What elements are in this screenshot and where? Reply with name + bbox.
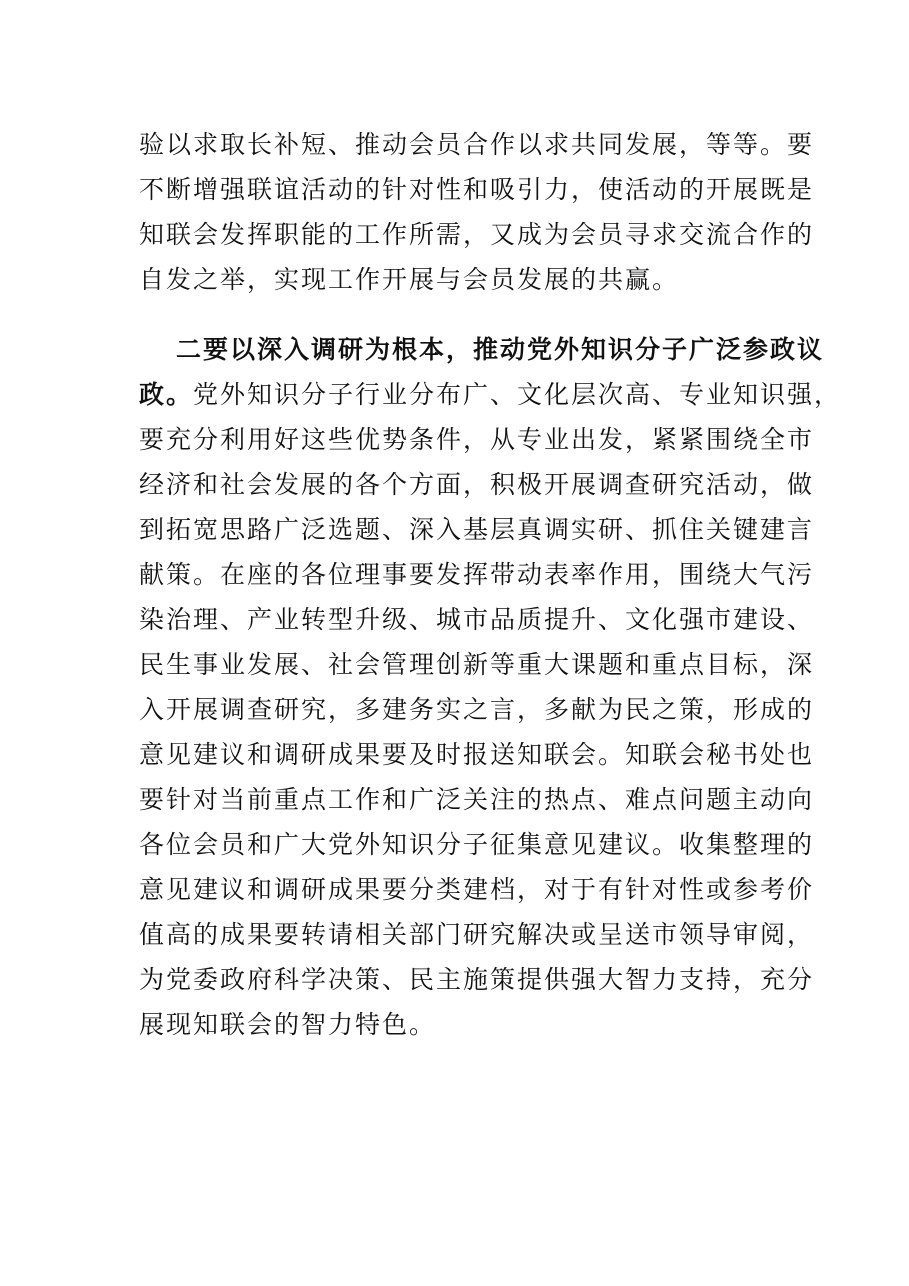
- paragraph-line: 经济和社会发展的各个方面，积极开展调查研究活动，做: [139, 470, 815, 499]
- paragraph-line: [139, 372, 842, 417]
- paragraph-line: 到拓宽思路广泛选题、深入基层真调实研、抓住关键建言: [139, 515, 815, 544]
- paragraph-2: [139, 327, 842, 1047]
- paragraph-line: 意见建议和调研成果要分类建档，对于有针对性或参考价: [139, 875, 815, 904]
- paragraph-line: 知联会发挥职能的工作所需，又成为会员寻求交流合作的: [139, 220, 815, 249]
- paragraph-line: 要针对当前重点工作和广泛关注的热点、难点问题主动向: [139, 785, 815, 814]
- paragraph-heading-end: 政。: [139, 380, 194, 409]
- paragraph-line: 要充分利用好这些优势条件，从专业出发，紧紧围绕全市: [139, 425, 815, 454]
- paragraph-line: 为党委政府科学决策、民主施策提供强大智力支持，充分: [139, 965, 815, 994]
- paragraph-line: 自发之举，实现工作开展与会员发展的共赢。: [139, 265, 680, 294]
- paragraph-heading: 二要以深入调研为根本，推动党外知识分子广泛参政议: [176, 335, 825, 364]
- paragraph-line: 值高的成果要转请相关部门研究解决或呈送市领导审阅，: [139, 920, 815, 949]
- paragraph-line-rest: 党外知识分子行业分布广、文化层次高、专业知识强，: [193, 380, 842, 409]
- paragraph-line: 验以求取长补短、推动会员合作以求共同发展，等等。要: [139, 130, 815, 159]
- paragraph-line: 展现知联会的智力特色。: [139, 1010, 437, 1039]
- paragraph-1: [139, 122, 815, 302]
- paragraph-line: 不断增强联谊活动的针对性和吸引力，使活动的开展既是: [139, 175, 815, 204]
- paragraph-line: 各位会员和广大党外知识分子征集意见建议。收集整理的: [139, 830, 815, 859]
- paragraph-line: 献策。在座的各位理事要发挥带动表率作用，围绕大气污: [139, 560, 815, 589]
- paragraph-line: 民生事业发展、社会管理创新等重大课题和重点目标，深: [139, 650, 815, 679]
- paragraph-line: 意见建议和调研成果要及时报送知联会。知联会秘书处也: [139, 740, 815, 769]
- paragraph-line: 染治理、产业转型升级、城市品质提升、文化强市建设、: [139, 605, 815, 634]
- paragraph-line: 入开展调查研究，多建务实之言，多献为民之策，形成的: [139, 695, 815, 724]
